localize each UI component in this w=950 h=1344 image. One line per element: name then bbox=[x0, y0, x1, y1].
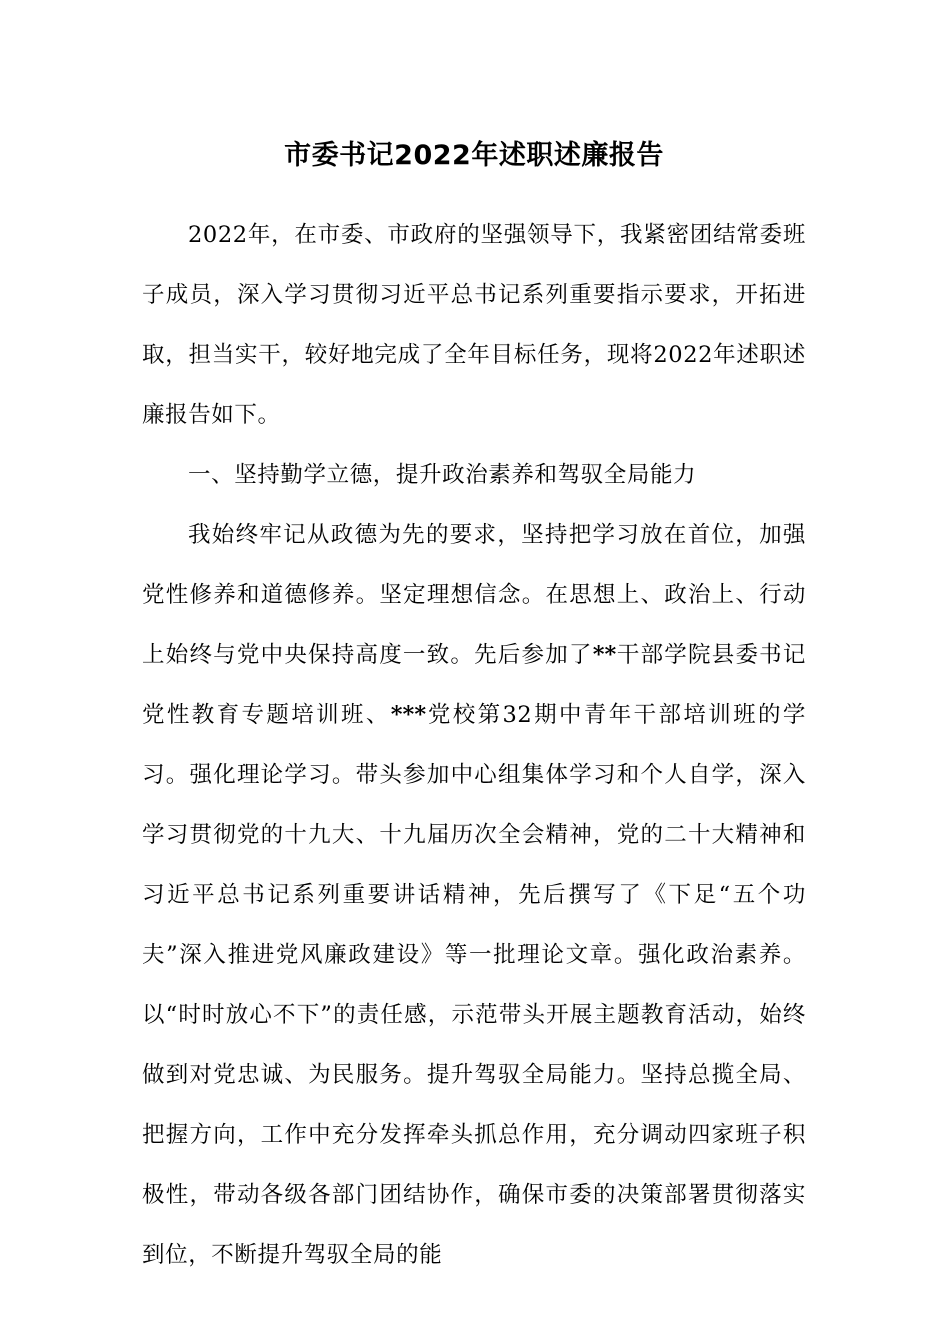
section-heading-one: 一、坚持勤学立德，提升政治素养和驾驭全局能力 bbox=[188, 462, 697, 488]
redaction-asterisks-double: ** bbox=[592, 642, 617, 668]
page-title: 市委书记2022年述职述廉报告 bbox=[284, 140, 664, 171]
body-run-text: 党校第32期中青年干部培训班的学习。强化理论学习。带头参加中心组集体学习和个人自学，深入学习贯彻党的十九大、十九届历次全会精神，党的二十大精神和习近平总书记系列重要讲话精神，先后撰写了《下足“五个功夫”深入推进党风廉政建设》等一批理论文章。强化政治素养。以“时时放心不下”的责任感，示范带头开展主题教育活动，始终做到对党忠诚、为民服务。提升驾驭全局能力。坚持总揽全局、把握方向，工作中充分发挥牵头抓总作用，充分调动四家班子积极性，带动各级各部门团结协作，确保市委的决策部署贯彻落实到位，不断提升驾驭全局的能 bbox=[142, 702, 806, 1268]
document-content-column bbox=[142, 0, 806, 1285]
redaction-asterisks-triple: *** bbox=[390, 702, 427, 728]
body-run-text: 干部学院县委书记党性教育专题培训班、 bbox=[142, 642, 806, 728]
opening-paragraph: 2022年，在市委、市政府的坚强领导下，我紧密团结常委班子成员，深入学习贯彻习近平总书记系列重要指示要求，开拓进取，担当实干，较好地完成了全年目标任务，现将2022年述职述廉报告如下。 bbox=[142, 222, 806, 428]
title-spacer bbox=[142, 176, 806, 205]
body-run-text: 我始终牢记从政德为先的要求，坚持把学习放在首位，加强党性修养和道德修养。坚定理想信念。在思想上、政治上、行动上始终与党中央保持高度一致。先后参加了 bbox=[142, 522, 806, 668]
section-one-body bbox=[142, 505, 806, 1285]
